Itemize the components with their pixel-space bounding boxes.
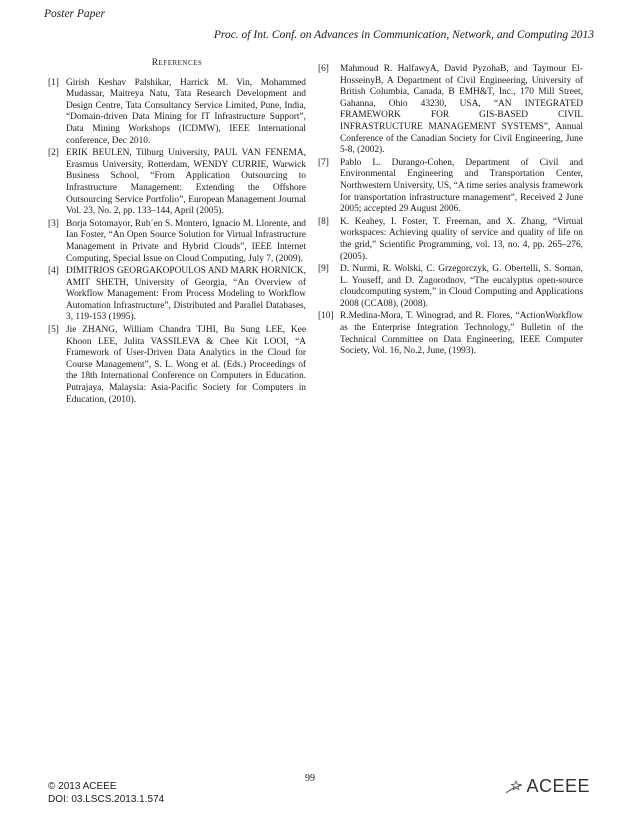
footer-left	[48, 780, 164, 806]
reference-number: [10]	[318, 311, 334, 322]
reference-item	[318, 217, 583, 263]
reference-number: [9]	[318, 264, 329, 275]
page-number: 99	[305, 773, 315, 784]
reference-item	[48, 148, 306, 218]
proceedings-header: Proc. of Int. Conf. on Advances in Communication, Network, and Computing 2013	[213, 29, 594, 41]
reference-item	[318, 264, 583, 310]
reference-text: Jie ZHANG, William Chandra TJHI, Bu Sung LEE, Kee Khoon LEE, Julita VASSILEVA & Chee Kit LOOI, “A Framework of User-Driven Data Analytics in the Cloud for Course Management”, S. L. Wong et al. (Eds.) Proceedings of the 18th International Conference on Computers in Education. Putrajaya, Malaysia: Asia-Pacific Society for Computers in Education, (2010).	[66, 325, 306, 405]
references-right-column	[318, 64, 583, 359]
reference-number: [7]	[318, 157, 329, 168]
logo-text: ACEEE	[526, 776, 590, 796]
reference-item	[48, 266, 306, 324]
references-left-column	[48, 58, 306, 407]
reference-text: R.Medina-Mora, T. Winograd, and R. Flores, “ActionWorkflow as the Enterprise Integration Technology,” Bulletin of the Technical Committee on Data Engineering, IEEE Computer Society, Vol. 16, No.2, June, (1993).	[340, 311, 583, 357]
reference-number: [4]	[48, 266, 59, 277]
reference-text: Girish Keshav Palshikar, Harrick M. Vin, Mohammed Mudassar, Maitreya Natu, Tata Research Development and Design Centre, Tata Consultancy Service Limited, Pune, India, “Domain-driven Data Mining for IT Infrastructure Support”, Data Mining Workshops (ICDMW), IEEE International conference, Dec 2010.	[66, 77, 306, 146]
reference-number: [8]	[318, 216, 329, 227]
reference-number: [3]	[48, 218, 59, 229]
reference-text: Mahmoud R. HalfawyA, David PyzohaB, and Taymour El-HosseinyB, A Department of Civil Engineering, University of British Columbia, Canada, B EMH&T, Inc., 170 Mill Street, Gahanna, Ohio 43230, USA, “AN INTEGRATED FRAMEWORK FOR GIS-BASED CIVIL INFRASTRUCTURE MANAGEMENT SYSTEMS”, Annual Conference of the Canadian Society for Civil Engineering, June 5-8, (2002).	[340, 64, 583, 156]
aceee-logo	[504, 776, 590, 797]
doi: DOI: 03.LSCS.2013.1.574	[48, 794, 165, 805]
reference-item	[318, 311, 583, 357]
poster-label: Poster Paper	[44, 8, 106, 20]
reference-item	[318, 64, 583, 157]
reference-text: ERIK BEULEN, Tilburg University, PAUL VAN FENEMA, Erasmus University, Rotterdam, WENDY CURRIE, Warwick Business School, “From Application Outsourcing to Infrastructure Management: Extending the Offshore Outsourcing Service Portfolio”, European Management Journal Vol. 23, No. 2, pp. 133–144, April (2005).	[66, 148, 306, 217]
reference-number: [1]	[48, 77, 59, 88]
reference-text: DIMITRIOS GEORGAKOPOULOS AND MARK HORNICK, AMIT SHETH, University of Georgia, “An Overview of Workflow Management: From Process Modeling to Workflow Automation Infrastructure”, Distributed and Parallel Databases, 3, 119-153 (1995).	[66, 266, 306, 323]
reference-text: Borja Sotomayor, Rub´en S. Montero, Ignacio M. Llorente, and Ian Foster, “An Open Source Solution for Virtual Infrastructure Management in Private and Hybrid Clouds”, IEEE Internet Computing, Special Issue on Cloud Computing, July 7, (2009).	[66, 218, 306, 264]
references-heading: References	[151, 58, 203, 68]
reference-item	[48, 219, 306, 265]
reference-number: [6]	[318, 64, 329, 74]
copyright: © 2013 ACEEE	[48, 781, 117, 792]
reference-text: Pablo L. Durango-Cohen, Department of Civil and Environmental Engineering and Transportation Center, Northwestern University, US, “A time series analysis framework for transportation infrastructure management”, Received 2 June 2005; accepted 29 August 2006.	[340, 157, 583, 215]
star-swoosh-icon	[504, 779, 524, 795]
reference-text: K. Keahey, I. Foster, T. Freeman, and X. Zhang, “Virtual workspaces: Achieving quality of service and quality of life on the grid,” Scientific Programming, vol. 13, no. 4, pp. 265–276, (2005).	[340, 216, 583, 262]
reference-item	[48, 325, 306, 406]
reference-number: [2]	[48, 148, 59, 159]
reference-item	[318, 158, 583, 216]
reference-text: D. Nurmi, R. Wolski, C. Grzegorczyk, G. Obertelli, S. Soman, L. Youseff, and D. Zagorodnov, “The eucalyptus open-source cloudcomputing system,” in Cloud Computing and Applications 2008 (CCA08), (2008).	[340, 264, 583, 309]
reference-number: [5]	[48, 325, 59, 336]
reference-item	[48, 78, 306, 148]
